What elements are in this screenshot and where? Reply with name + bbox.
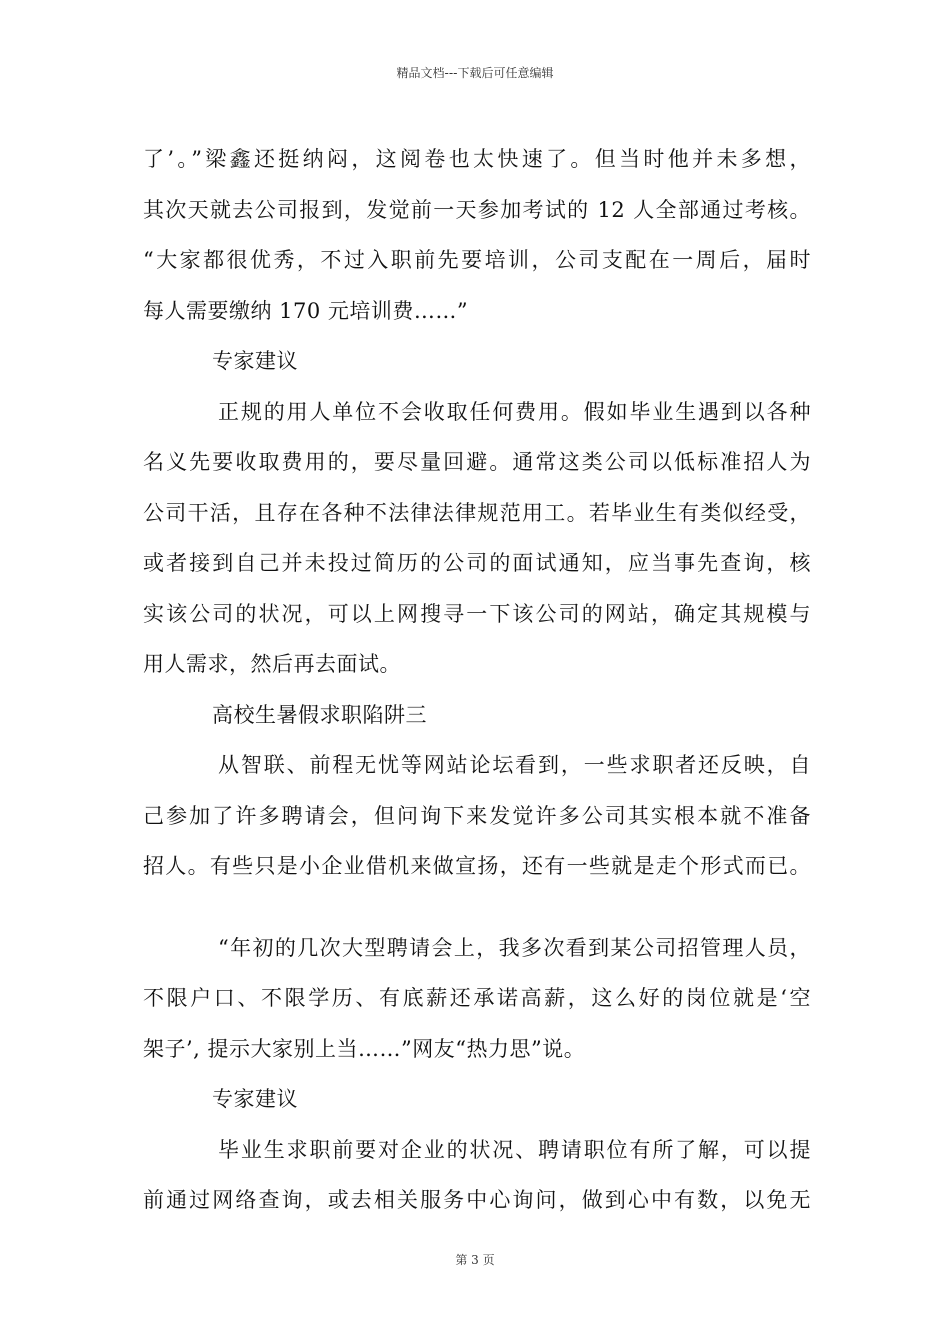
- text-line: “年初的几次大型聘请会上，我多次看到某公司招管理人员，: [218, 935, 811, 960]
- page-header: 精品文档---下载后可任意编辑: [396, 66, 554, 80]
- text-line: “大家都很优秀，不过入职前先要培训，公司支配在一周后，届时: [143, 248, 811, 272]
- text-line: 招人。有些只是小企业借机来做宣扬，还有一些就是走个形式而已。: [143, 854, 811, 878]
- text-line: 己参加了许多聘请会，但问询下来发觉许多公司其实根本就不准备: [143, 803, 811, 828]
- text-line: 不限户口、不限学历、有底薪还承诺高薪，这么好的岗位就是‘空: [143, 986, 811, 1010]
- section-heading: 专家建议: [212, 1087, 298, 1111]
- section-heading: 高校生暑假求职陷阱三: [212, 702, 427, 727]
- text-line: 毕业生求职前要对企业的状况、聘请职位有所了解，可以提: [218, 1137, 811, 1162]
- document-body: [143, 134, 811, 1226]
- text-line: 公司干活，且存在各种不法律法律规范用工。若毕业生有类似经受，: [143, 500, 811, 525]
- page-number: 第 3 页: [455, 1253, 495, 1267]
- text-line: 每人需要缴纳 170 元培训费……”: [143, 298, 469, 323]
- text-line: 其次天就去公司报到，发觉前一天参加考试的 12 人全部通过考核。: [143, 197, 811, 222]
- text-line: 用人需求，然后再去面试。: [143, 652, 401, 676]
- text-line: 实该公司的状况，可以上网搜寻一下该公司的网站，确定其规模与: [143, 601, 811, 626]
- text-line: 名义先要收取费用的，要尽量回避。通常这类公司以低标准招人为: [143, 450, 811, 474]
- paragraph-gap: [143, 892, 811, 923]
- text-line: 架子’, 提示大家别上当……”网友“热力思”说。: [143, 1036, 586, 1061]
- section-heading: 专家建议: [212, 349, 298, 373]
- text-line: 前通过网络查询，或去相关服务中心询问，做到心中有数，以免无: [143, 1188, 811, 1212]
- text-line: 了’。”梁鑫还挺纳闷，这阅卷也太快速了。但当时他并未多想，: [143, 147, 811, 171]
- text-line: 或者接到自己并未投过简历的公司的面试通知，应当事先查询，核: [143, 551, 811, 575]
- text-line: 正规的用人单位不会收取任何费用。假如毕业生遇到以各种: [218, 399, 811, 424]
- text-line: 从智联、前程无忧等网站论坛看到，一些求职者还反映，自: [218, 753, 811, 777]
